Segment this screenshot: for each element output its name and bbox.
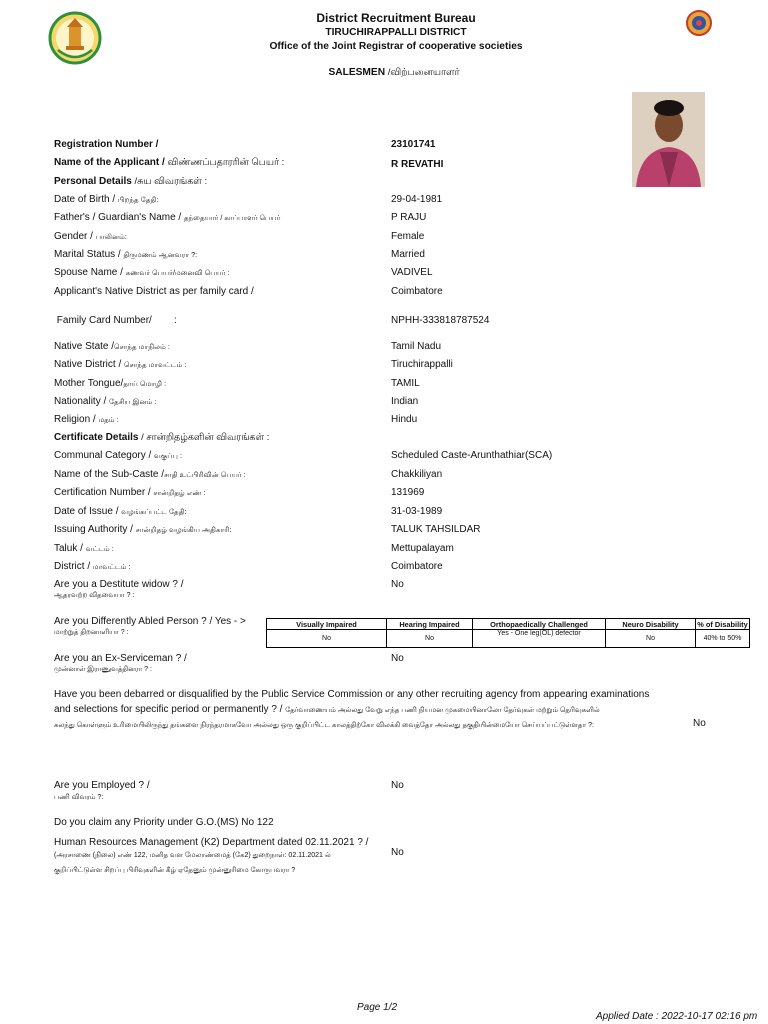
registration-value: 23101741 <box>391 139 436 150</box>
father-label <box>54 212 280 223</box>
native-state-label <box>54 341 170 352</box>
applicant-label-ta: விண்ணப்பதாரரின் பெயர் : <box>167 157 285 168</box>
disability-header-row <box>267 619 750 630</box>
priority-line3-ta: (அரசாணை (நிலை) எண் 122, மனித வள மேலாண்மைத் (கே2) துறைநாள்: 02.11.2021 ல் <box>54 852 331 859</box>
district-label-en: District / <box>54 561 93 572</box>
ex-serviceman-label: Are you an Ex-Serviceman ? / <box>54 653 187 664</box>
val-hearing-impaired: No <box>387 630 473 648</box>
post-en: SALESMEN <box>328 67 386 78</box>
issue-date-label-en: Date of Issue / <box>54 506 122 517</box>
native-state-value: Tamil Nadu <box>391 341 442 352</box>
subcaste-label-ta: சாதி உட்பிரிவின் பெயர் : <box>164 470 246 479</box>
community-value: Scheduled Caste-Arunthathiar(SCA) <box>391 450 553 461</box>
applied-date: Applied Date : 2022-10-17 02:16 pm <box>596 1011 758 1022</box>
priority-line4-ta: குறிப்பிட்டுள்ள சிறப்பு பிரிவுகளின் கீழ் ஏதேனும் முன்னுரிமை கோருபவரா ? <box>54 867 296 874</box>
community-label-en: Communal Category / <box>54 450 155 461</box>
applicant-label-en: Name of the Applicant / <box>54 157 168 168</box>
subcaste-label-en: Name of the Sub-Caste / <box>54 469 165 480</box>
certificate-heading <box>54 432 269 444</box>
personal-heading <box>54 176 207 188</box>
col-percent: % of Disability <box>697 619 748 629</box>
disabled-label: Are you Differently Abled Person ? / Yes - > <box>54 616 246 627</box>
community-label-ta: வகுப்பு : <box>154 451 182 460</box>
nationality-label <box>54 396 156 407</box>
native-district-value: Tiruchirappalli <box>391 359 453 370</box>
val-percent: 40% to 50% <box>696 630 750 648</box>
widow-value: No <box>391 579 404 590</box>
religion-value: Hindu <box>391 414 418 425</box>
mother-tongue-value: TAMIL <box>391 378 420 389</box>
community-label <box>54 450 182 461</box>
nationality-label-en: Nationality / <box>54 396 110 407</box>
nationality-value: Indian <box>391 396 419 407</box>
val-ortho: Yes - One leg(OL) defector <box>473 630 606 648</box>
family-card-label <box>54 315 177 326</box>
ex-serviceman-value: No <box>391 653 404 664</box>
col-ortho: Orthopaedically Challenged <box>473 619 606 630</box>
debarred-line3-ta: கலந்து கொள்ளும் உரிமையிலிருந்து தங்களை நிரந்தரமாகவோ அல்லது ஒரு குறிப்பிட்ட காலத்திற்கோ விலக்கி வைத்தோ அல்லது தகுதியின்மையோ செய்யப்பட்டுள்ளதா ?: <box>54 722 594 729</box>
post-title <box>10 67 768 79</box>
priority-value: No <box>391 847 404 858</box>
district-value: Coimbatore <box>391 561 443 572</box>
district-label-ta: மாவட்டம் : <box>92 562 131 571</box>
issuing-authority-value: TALUK TAHSILDAR <box>391 524 481 535</box>
widow-label-ta: ஆதரவற்ற விதவையா ? : <box>54 592 135 599</box>
issue-date-label-ta: வழங்கப்பட்ட தேதி: <box>121 507 187 516</box>
dob-label <box>54 194 158 205</box>
ex-serviceman-label-ta: முன்னாள் இராணுவத்தினரா ? : <box>54 666 152 673</box>
val-neuro: No <box>606 630 696 648</box>
native-district-label <box>54 359 186 370</box>
native-district-card-value: Coimbatore <box>391 286 443 297</box>
native-district-card-label-en: Applicant's Native District as per family card / <box>54 286 254 297</box>
district-label <box>54 561 131 572</box>
col-neuro: Neuro Disability <box>606 619 696 630</box>
district-name: TIRUCHIRAPPALLI DISTRICT <box>325 27 467 38</box>
issuing-authority-label-en: Issuing Authority / <box>54 524 136 535</box>
office-name: Office of the Joint Registrar of cooperative societies <box>269 41 523 52</box>
debarred-line2-ta: தேர்வாணையம் அல்லது வேறு எந்த பணி நியமன முகமையினாலோ தேர்வுகள் மற்றும் தெரிவுகளில் <box>285 707 600 714</box>
debarred-value: No <box>693 718 706 729</box>
religion-label-en: Religion / <box>54 414 99 425</box>
widow-label: Are you a Destitute widow ? / <box>54 579 184 590</box>
subcaste-value: Chakkiliyan <box>391 469 443 480</box>
priority-line1: Do you claim any Priority under G.O.(MS) No 122 <box>54 817 274 828</box>
native-district-card-label <box>54 286 254 297</box>
taluk-label <box>54 543 114 554</box>
disabled-label-ta: மாற்றுத் திறனாளியா ? : <box>54 629 129 636</box>
applicant-photo <box>632 92 705 187</box>
employed-label-ta: பணி விவரம் ?: <box>54 794 104 801</box>
col-hearing-impaired: Hearing Impaired <box>387 619 473 630</box>
father-label-en: Father's / Guardian's Name / <box>54 212 184 223</box>
employed-value: No <box>391 780 404 791</box>
issue-date-value: 31-03-1989 <box>391 506 443 517</box>
gender-value: Female <box>391 231 425 242</box>
native-district-label-ta: சொந்த மாவட்டம் : <box>124 360 187 369</box>
applicant-value: R REVATHI <box>391 159 444 170</box>
spouse-value: VADIVEL <box>391 267 433 278</box>
bureau-title: District Recruitment Bureau <box>316 11 476 25</box>
debarred-line2-en: and selections for specific period or permanently ? / <box>54 704 286 715</box>
nationality-label-ta: தேசிய இனம் : <box>109 397 157 406</box>
native-district-label-en: Native District / <box>54 359 125 370</box>
taluk-label-en: Taluk / <box>54 543 86 554</box>
mother-tongue-label-ta: தாய் மொழி : <box>123 379 167 388</box>
spouse-label-ta: கணவர் பெயர்/மனைவி பெயர் : <box>125 268 230 277</box>
cert-number-label-ta: சான்றிதழ் எண் : <box>153 488 206 497</box>
issuing-authority-label-ta: சான்றிதழ் வழங்கிய அதிகாரி: <box>135 525 232 534</box>
marital-label <box>54 249 197 260</box>
family-card-label-en: Family Card Number/ : <box>54 315 177 326</box>
dob-value: 29-04-1981 <box>391 194 443 205</box>
spouse-label-en: Spouse Name / <box>54 267 126 278</box>
applicant-label <box>54 157 284 169</box>
certificate-heading-ta: / சான்றிதழ்களின் விவரங்கள் : <box>138 432 270 443</box>
cert-number-label <box>54 487 206 498</box>
post-ta: /விற்பனையாளர் <box>385 67 460 78</box>
col-visually-impaired: Visually Impaired <box>267 619 387 630</box>
father-value: P RAJU <box>391 212 427 223</box>
personal-heading-ta: /சுய விவரங்கள் : <box>131 176 208 187</box>
issue-date-label <box>54 506 187 517</box>
native-state-label-en: Native State / <box>54 341 115 352</box>
registration-label: Registration Number / <box>54 139 159 150</box>
employed-label: Are you Employed ? / <box>54 780 150 791</box>
family-card-value: NPHH-333818787524 <box>391 315 490 326</box>
dob-label-en: Date of Birth / <box>54 194 118 205</box>
priority-line2: Human Resources Management (K2) Department dated 02.11.2021 ? / <box>54 837 369 848</box>
taluk-value: Mettupalayam <box>391 543 454 554</box>
gender-label-ta: பாலினம்: <box>95 232 127 241</box>
personal-heading-en: Personal Details <box>54 176 132 187</box>
native-state-label-ta: சொந்த மாநிலம் : <box>114 342 170 351</box>
father-label-ta: தந்தையார் / காப்பாளர் பெயர் <box>183 213 281 222</box>
issuing-authority-label <box>54 524 231 535</box>
marital-label-en: Marital Status / <box>54 249 124 260</box>
marital-label-ta: திருமணம் ஆனவரா ?: <box>123 250 198 259</box>
cert-number-label-en: Certification Number / <box>54 487 154 498</box>
taluk-label-ta: வட்டம் : <box>85 544 114 553</box>
disability-table <box>266 618 750 648</box>
spouse-label <box>54 267 230 278</box>
marital-value: Married <box>391 249 425 260</box>
religion-label-ta: மதம் : <box>98 415 119 424</box>
subcaste-label <box>54 469 246 480</box>
debarred-line1: Have you been debarred or disqualified by the Public Service Commission or any other recruiting agency from appearing examinations <box>54 689 650 700</box>
val-visually-impaired: No <box>267 630 387 648</box>
dob-label-ta: பிறந்த தேதி: <box>117 195 159 204</box>
certificate-heading-en: Certificate Details <box>54 432 139 443</box>
cert-number-value: 131969 <box>391 487 425 498</box>
disability-value-row <box>267 630 750 648</box>
gender-label-en: Gender / <box>54 231 96 242</box>
page-number: Page 1/2 <box>357 1002 398 1013</box>
religion-label <box>54 414 119 425</box>
debarred-line2 <box>54 704 600 715</box>
mother-tongue-label <box>54 378 166 389</box>
gender-label <box>54 231 127 242</box>
mother-tongue-label-en: Mother Tongue/ <box>54 378 124 389</box>
